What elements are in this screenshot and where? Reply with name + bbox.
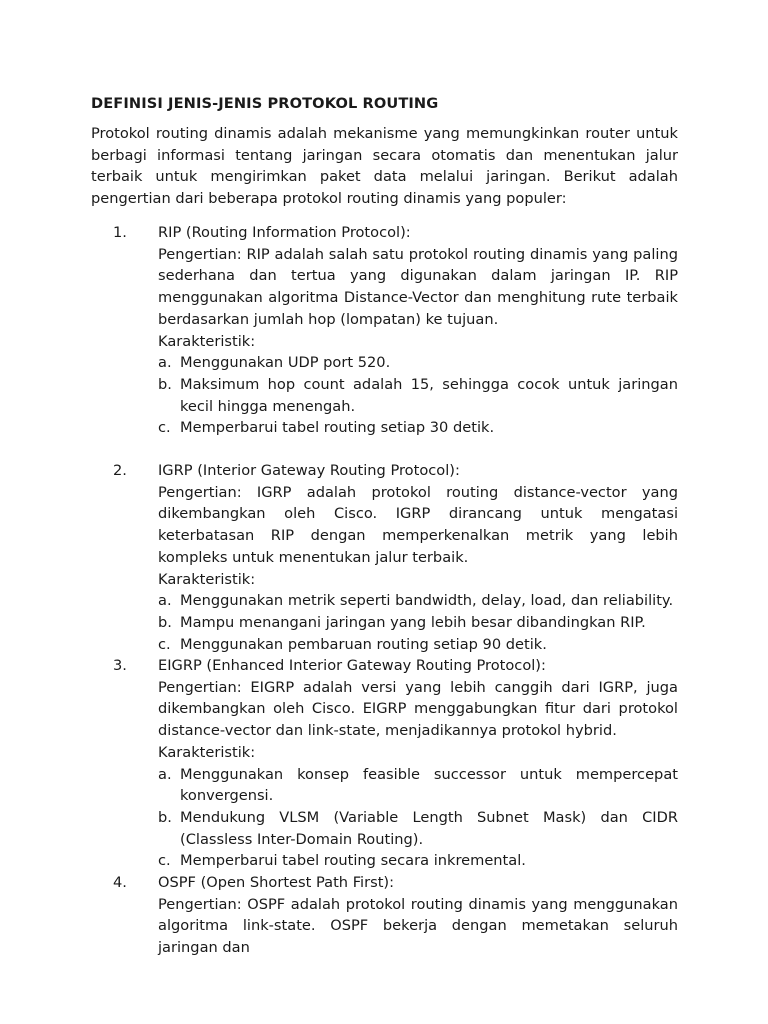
list-item	[158, 807, 678, 850]
list-item-letter: b.	[158, 375, 172, 393]
list-item-text: Maksimum hop count adalah 15, sehingga cocok untuk jaringan kecil hingga menengah.	[180, 375, 678, 415]
list-item	[158, 374, 678, 417]
section-body	[158, 872, 678, 959]
list-item-letter: c.	[158, 419, 171, 437]
list-item	[158, 590, 678, 612]
section-description: Pengertian: OSPF adalah protokol routing dinamis yang menggunakan algoritma link-state. OSPF bekerja dengan memetakan seluruh jaringan dan	[158, 895, 678, 957]
section-heading: IGRP (Interior Gateway Routing Protocol):	[158, 462, 460, 479]
section-body	[158, 222, 678, 439]
section-description: Pengertian: IGRP adalah protokol routing distance-vector yang dikembangkan oleh Cisco. IGRP dirancang untuk mengatasi keterbatasan RIP dengan memperkenalkan metrik yang lebih kompleks untuk menentukan jalur terbaik.	[158, 483, 678, 566]
section-number: 1.	[113, 224, 127, 241]
list-item-text: Menggunakan konsep feasible successor untuk mempercepat konvergensi.	[180, 765, 678, 805]
list-item-text: Menggunakan UDP port 520.	[180, 354, 391, 372]
section-description: Pengertian: RIP adalah salah satu protokol routing dinamis yang paling sederhana dan tertua yang digunakan dalam jaringan IP. RIP menggunakan algoritma Distance-Vector dan menghitung rute terbaik berdasarkan jumlah hop (lompatan) ke tujuan.	[158, 245, 678, 328]
section-body	[158, 655, 678, 872]
document-title: DEFINISI JENIS-JENIS PROTOKOL ROUTING	[91, 95, 439, 112]
list-item	[158, 612, 678, 634]
list-item-text: Menggunakan metrik seperti bandwidth, delay, load, dan reliability.	[180, 592, 674, 610]
section-number: 2.	[113, 462, 127, 479]
characteristics-list	[158, 352, 678, 439]
list-item-letter: a.	[158, 765, 172, 783]
list-item-text: Menggunakan pembaruan routing setiap 90 detik.	[180, 635, 547, 653]
list-item-letter: a.	[158, 592, 172, 610]
section-number: 4.	[113, 874, 127, 891]
characteristics-label: Karakteristik:	[158, 743, 256, 761]
list-item-letter: c.	[158, 635, 171, 653]
list-item	[158, 764, 678, 807]
list-item-letter: b.	[158, 808, 172, 826]
list-item	[158, 850, 678, 872]
list-item-text: Mampu menangani jaringan yang lebih besar dibandingkan RIP.	[180, 613, 646, 631]
characteristics-label: Karakteristik:	[158, 332, 256, 350]
section-heading: RIP (Routing Information Protocol):	[158, 224, 411, 241]
list-item-letter: c.	[158, 852, 171, 870]
characteristics-label: Karakteristik:	[158, 570, 256, 588]
list-item-text: Memperbarui tabel routing secara inkremental.	[180, 852, 526, 870]
characteristics-list	[158, 764, 678, 873]
list-item-letter: b.	[158, 613, 172, 631]
list-item-text: Memperbarui tabel routing setiap 30 detik.	[180, 419, 495, 437]
list-item-letter: a.	[158, 354, 172, 372]
intro-paragraph: Protokol routing dinamis adalah mekanisme yang memungkinkan router untuk berbagi informasi tentang jaringan secara otomatis dan menentukan jalur terbaik untuk mengirimkan paket data melalui jaringan. Berikut adalah pengertian dari beberapa protokol routing dinamis yang populer:	[91, 125, 678, 208]
list-item	[158, 634, 678, 656]
section-body	[158, 460, 678, 655]
list-item	[158, 417, 678, 439]
section-heading: OSPF (Open Shortest Path First):	[158, 874, 395, 891]
section-number: 3.	[113, 657, 127, 674]
list-item	[158, 352, 678, 374]
section-description: Pengertian: EIGRP adalah versi yang lebih canggih dari IGRP, juga dikembangkan oleh Cisco. EIGRP menggabungkan fitur dari protokol distance-vector dan link-state, menjadikannya protokol hybrid.	[158, 678, 678, 740]
section-heading: EIGRP (Enhanced Interior Gateway Routing Protocol):	[158, 657, 546, 674]
characteristics-list	[158, 590, 678, 655]
list-item-text: Mendukung VLSM (Variable Length Subnet Mask) dan CIDR (Classless Inter-Domain Routing).	[180, 808, 678, 848]
